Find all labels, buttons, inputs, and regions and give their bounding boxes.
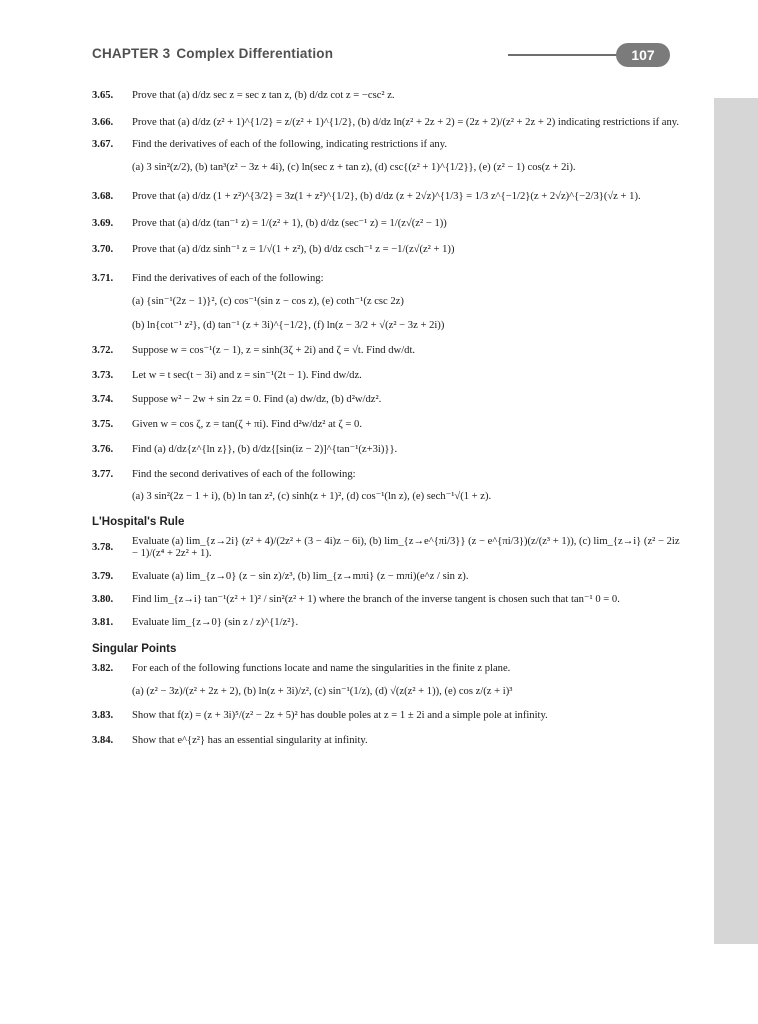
problem-text: Find lim_{z→i} tan⁻¹(z² + 1)² / sin²(z² + 1) where the branch of the inverse tangent is chosen such that tan⁻¹ 0 = 0. [132,593,620,605]
problem-3-82 [92,663,680,676]
problem-3-68 [92,191,680,204]
problem-3-72 [92,345,680,358]
problem-number: 3.84. [92,735,114,747]
problem-list [92,90,680,758]
problem-3-80 [92,594,680,607]
problem-3-67 [92,139,680,152]
problem-3-77-parts: (a) 3 sin²(2z − 1 + i), (b) ln tan z², (c) sinh(z + 1)², (d) cos⁻¹(ln z), (e) sech⁻¹√(1 + z). [132,491,492,503]
problem-3-73 [92,370,680,383]
problem-text: Given w = cos ζ, z = tan(ζ + πi). Find d²w/dz² at ζ = 0. [132,419,362,431]
problem-3-71-parts-row2: (b) ln{cot⁻¹ z²}, (d) tan⁻¹ (z + 3i)^{−1/2}, (f) ln(z − 3/2 + √(z² − 3z + 2i)) [132,320,445,332]
page-header [0,38,758,72]
problem-text: Let w = t sec(t − 3i) and z = sin⁻¹(2t − 1). Find dw/dz. [132,369,362,381]
chapter-title: Complex Differentiation [176,46,334,61]
side-tab [714,98,758,944]
problem-text: Suppose w² − 2w + sin 2z = 0. Find (a) dw/dz, (b) d²w/dz². [132,394,382,406]
problem-text: Suppose w = cos⁻¹(z − 1), z = sinh(3ζ + 2i) and ζ = √t. Find dw/dt. [132,345,416,357]
problem-number: 3.70. [92,244,114,256]
problem-3-66 [92,117,680,130]
problem-text: Find the second derivatives of each of the following: [132,468,356,480]
problem-text: Prove that (a) d/dz (tan⁻¹ z) = 1/(z² + 1), (b) d/dz (sec⁻¹ z) = 1/(z√(z² − 1)) [132,217,447,229]
problem-number: 3.75. [92,419,114,431]
problem-3-77 [92,469,680,482]
problem-number: 3.65. [92,90,114,101]
problem-number: 3.74. [92,394,114,406]
problem-number: 3.67. [92,139,114,151]
problem-text: Prove that (a) d/dz sec z = sec z tan z, (b) d/dz cot z = −csc² z. [132,90,395,101]
problem-number: 3.73. [92,369,114,381]
problem-text: Evaluate (a) lim_{z→2i} (z² + 4)/(2z² + (3 − 4i)z − 6i), (b) lim_{z→e^{πi/3}} (z − e^{πi/3})(z/(z³ + 1)), (c) lim_{z→i} (z² − 2iz − 1)/(z⁴ + 2z² + 1). [132,535,680,560]
problem-3-84 [92,735,680,748]
problem-text: For each of the following functions locate and name the singularities in the finite z plane. [132,663,511,675]
problem-number: 3.71. [92,272,114,284]
problem-number: 3.83. [92,710,114,722]
problem-text: Evaluate lim_{z→0} (sin z / z)^{1/z²}. [132,616,299,628]
section-heading-lhospital: L'Hospital's Rule [92,515,185,528]
problem-text: Show that e^{z²} has an essential singularity at infinity. [132,735,368,747]
problem-number: 3.82. [92,663,114,675]
chapter-label: CHAPTER 3 [92,46,171,61]
problem-3-70 [92,244,680,257]
problem-3-83 [92,710,680,723]
problem-text: Find the derivatives of each of the following, indicating restrictions if any. [132,139,447,151]
problem-3-71 [92,273,680,286]
problem-number: 3.81. [92,616,114,628]
problem-number: 3.72. [92,345,114,357]
problem-3-74 [92,394,680,407]
problem-number: 3.77. [92,468,114,480]
problem-text: Find the derivatives of each of the following: [132,272,324,284]
problem-3-78 [92,536,680,561]
problem-text: Prove that (a) d/dz (z² + 1)^{1/2} = z/(z² + 1)^{1/2}, (b) d/dz ln(z² + 2z + 2) = (2z + 2)/(z² + 2z + 2) indicating restrictions if any. [132,116,680,128]
problem-3-67-parts: (a) 3 sin²(z/2), (b) tan³(z² − 3z + 4i), (c) ln(sec z + tan z), (d) csc{(z² + 1)^{1/2}}, (e) (z² − 1) cos(z + 2i). [132,162,576,174]
problem-3-76 [92,444,680,457]
problem-3-82-parts: (a) (z² − 3z)/(z² + 2z + 2), (b) ln(z + 3i)/z², (c) sin⁻¹(1/z), (d) √(z(z² + 1)), (e) cos z/(z + i)³ [132,685,513,697]
problem-number: 3.68. [92,190,114,202]
problem-text: Evaluate (a) lim_{z→0} (z − sin z)/z³, (b) lim_{z→mπi} (z − mπi)(e^z / sin z). [132,571,469,583]
problem-text: Show that f(z) = (z + 3i)⁵/(z² − 2z + 5)² has double poles at z = 1 ± 2i and a simple pole at infinity. [132,710,548,722]
problem-number: 3.76. [92,443,114,455]
problem-number: 3.69. [92,217,114,229]
problem-3-81 [92,617,680,630]
problem-3-69 [92,218,680,231]
problem-3-79 [92,571,680,584]
problem-3-65 [92,90,680,103]
problem-3-71-parts-row1: (a) {sin⁻¹(2z − 1)}², (c) cos⁻¹(sin z − cos z), (e) coth⁻¹(z csc 2z) [132,295,404,307]
page-number: 107 [616,43,670,67]
problem-text: Find (a) d/dz{z^{ln z}}, (b) d/dz{[sin(iz − 2)]^{tan⁻¹(z+3i)}}. [132,443,398,455]
problem-number: 3.79. [92,571,114,583]
problem-text: Prove that (a) d/dz sinh⁻¹ z = 1/√(1 + z²), (b) d/dz csch⁻¹ z = −1/(z√(z² + 1)) [132,244,455,256]
problem-number: 3.66. [92,116,114,128]
problem-number: 3.78. [92,542,114,554]
problem-number: 3.80. [92,593,114,605]
problem-3-75 [92,419,680,432]
section-heading-singular-points: Singular Points [92,643,177,656]
chapter-heading [92,46,333,61]
problem-text: Prove that (a) d/dz (1 + z²)^{3/2} = 3z(1 + z²)^{1/2}, (b) d/dz (z + 2√z)^{1/3} = 1/3 z^{−1/2}(z + 2√z)^{−2/3}(√z + 1). [132,190,641,202]
